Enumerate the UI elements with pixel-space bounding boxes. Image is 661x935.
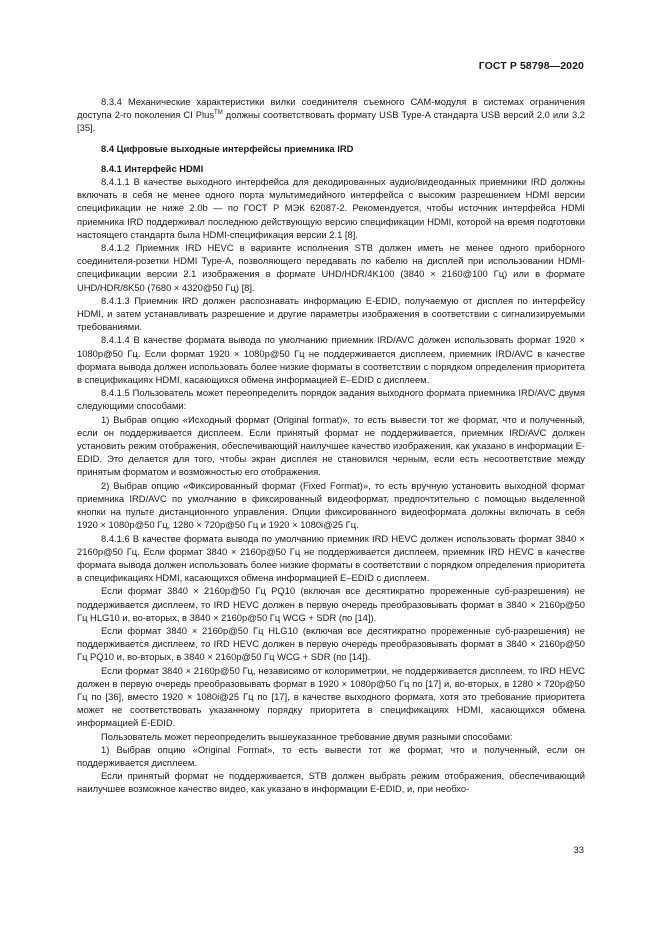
paragraph: 8.4.1.4 В качестве формата вывода по умолчанию приемник IRD/AVC должен использовать формат 1920 × 1080p@50 Гц. Если формат 1920 × 1080p@50 Гц не поддерживается дисплеем, приемник IRD/AVC в качестве формата вывода должен использовать более низкие форматы в соответствии с порядком определения приоритета в спецификациях HDMI, касающихся обмена информацией E–EDID с дисплеем. [77, 334, 585, 386]
paragraph: Если формат 3840 × 2160p@50 Гц PQ10 (включая все десятикратно прореженные суб-разрешения) не поддерживается дисплеем, то IRD HEVC должен в первую очередь преобразовывать формат в 3840 × 2160p@50 Гц HLG10 и, во-вторых, в 3840 × 2160p@50 Гц WCG + SDR (по [14]). [77, 585, 585, 623]
list-item: 2) Выбрав опцию «Фиксированный формат (Fixed Format)», то есть вручную установить выходной формат приемника IRD/AVC по умолчанию в фиксированный видеоформат, предпочтительно с помощью выделенной кнопки на пульте дистанционного управления. Опции фиксированного видеоформата должны включать в себя 1920 × 1080p@50 Гц, 1280 × 720p@50 Гц и 1920 × 1080i@25 Гц. [77, 479, 585, 531]
paragraph: Пользователь может переопределить вышеуказанное требование двумя разными способами: [101, 730, 513, 742]
page-number: 33 [573, 845, 584, 856]
section-heading-8-4: 8.4 Цифровые выходные интерфейсы приемника IRD [101, 142, 354, 154]
document-body [77, 95, 585, 796]
paragraph-8-3-4 [77, 95, 585, 135]
paragraph: 8.4.1.6 В качестве формата вывода по умолчанию приемник IRD HEVC должен использовать формат 3840 × 2160p@50 Гц. Если формат 3840 × 2160p@50 Гц не поддерживается дисплеем, приемник IRD HEVC в качестве формата вывода должен использовать более низкие форматы в соответствии с порядком определения приоритета в спецификациях HDMI, касающихся обмена информацией E–EDID с дисплеем. [77, 532, 585, 584]
paragraph-text: 8.3.4 Механические характеристики вилки соединителя съемного САМ-модуля в системах ограничения доступа 2-го поколения CI Plus [77, 96, 585, 121]
list-item: 1) Выбрав опцию «Original Format», то есть вывести тот же формат, что и полученный, если он поддерживается дисплеем. [77, 743, 585, 768]
document-standard-header: ГОСТ Р 58798—2020 [478, 60, 584, 72]
section-heading-8-4-1: 8.4.1 Интерфейс HDMI [101, 162, 204, 174]
trademark-superscript: TM [214, 110, 223, 117]
paragraph: Если принятый формат не поддерживается, STB должен выбрать режим отображения, обеспечивающий наилучшее возможное качество видео, как указано в информации E-EDID, и, при необхо- [77, 770, 585, 795]
list-item: 1) Выбрав опцию «Исходный формат (Original format)», то есть вывести тот же формат, что и полученный, если он поддерживается дисплеем. Если принятый формат не поддерживается, приемник IRD/AVC должен установить режим отображения, обеспечивающий наилучшее качество изображения, как указано в информации E-EDID. Это делается для того, чтобы экран дисплея не становился черным, если есть несоответствие между принятым форматом и возможностью его отображения. [77, 413, 585, 478]
paragraph: 8.4.1.3 Приемник IRD должен распознавать информацию E-EDID, получаемую от дисплея по интерфейсу HDMI, и затем устанавливать разрешение и другие параметры изображения в соответствии с сигнализируемыми требованиями. [77, 294, 585, 333]
paragraph: 8.4.1.5 Пользователь может переопределить порядок задания выходного формата приемника IRD/AVC двумя следующими способами: [77, 387, 585, 412]
paragraph: 8.4.1.1 В качестве выходного интерфейса для декодированных аудио/видеоданных приемники IRD должны включать в себя не менее одного порта мультимедийного интерфейса с высоким разрешением HDMI версии спецификации не ниже 2.0b — по ГОСТ Р МЭК 62087-2. Рекомендуется, чтобы источник интерфейса HDMI приемника IRD поддерживал последнюю действующую версию спецификации HDMI, которой на время подготовки настоящего стандарта была HDMI-спецификация версии 2.1 [8]. [77, 176, 585, 240]
paragraph: Если формат 3840 × 2160p@50 Гц HLG10 (включая все десятикратно прореженные суб-разрешения) не поддерживается дисплеем, то IRD HEVC должен в первую очередь преобразовывать формат в 3840 × 2160p@50 Гц PQ10 и, во-вторых, в 3840 × 2160p@50 Гц WCG + SDR (по [14]). [77, 624, 585, 663]
paragraph: Если формат 3840 × 2160p@50 Гц, независимо от колориметрии, не поддерживается дисплеем, то IRD HEVC должен в первую очередь преобразовывать формат в 1920 × 1080p@50 Гц по [17] и, во-вторых, в 1280 × 720p@50 Гц по [36], вместо 1920 × 1080i@25 Гц по [17], в качестве выходного формата, хотя это требование приоритета может не соответствовать указанному порядку приоритета в спецификациях HDMI, касающихся обмена информацией E-EDID. [77, 664, 585, 729]
paragraph-text: должны соответствовать формату USB Type-A стандарта USB версий 2.0 или 3.2 [35]. [77, 109, 585, 134]
paragraph: 8.4.1.2 Приемник IRD HEVC в варианте исполнения STB должен иметь не менее одного приборного соединителя-розетки HDMI Type-A, позволяющего передавать по кабелю на дисплей при использовании HDMI-спецификации версии 2.1 изображения в формате UHD/HDR/4K100 (3840 × 2160@100 Гц) или в формате UHD/HDR/8K50 (7680 × 4320@50 Гц) [8]. [77, 242, 585, 293]
